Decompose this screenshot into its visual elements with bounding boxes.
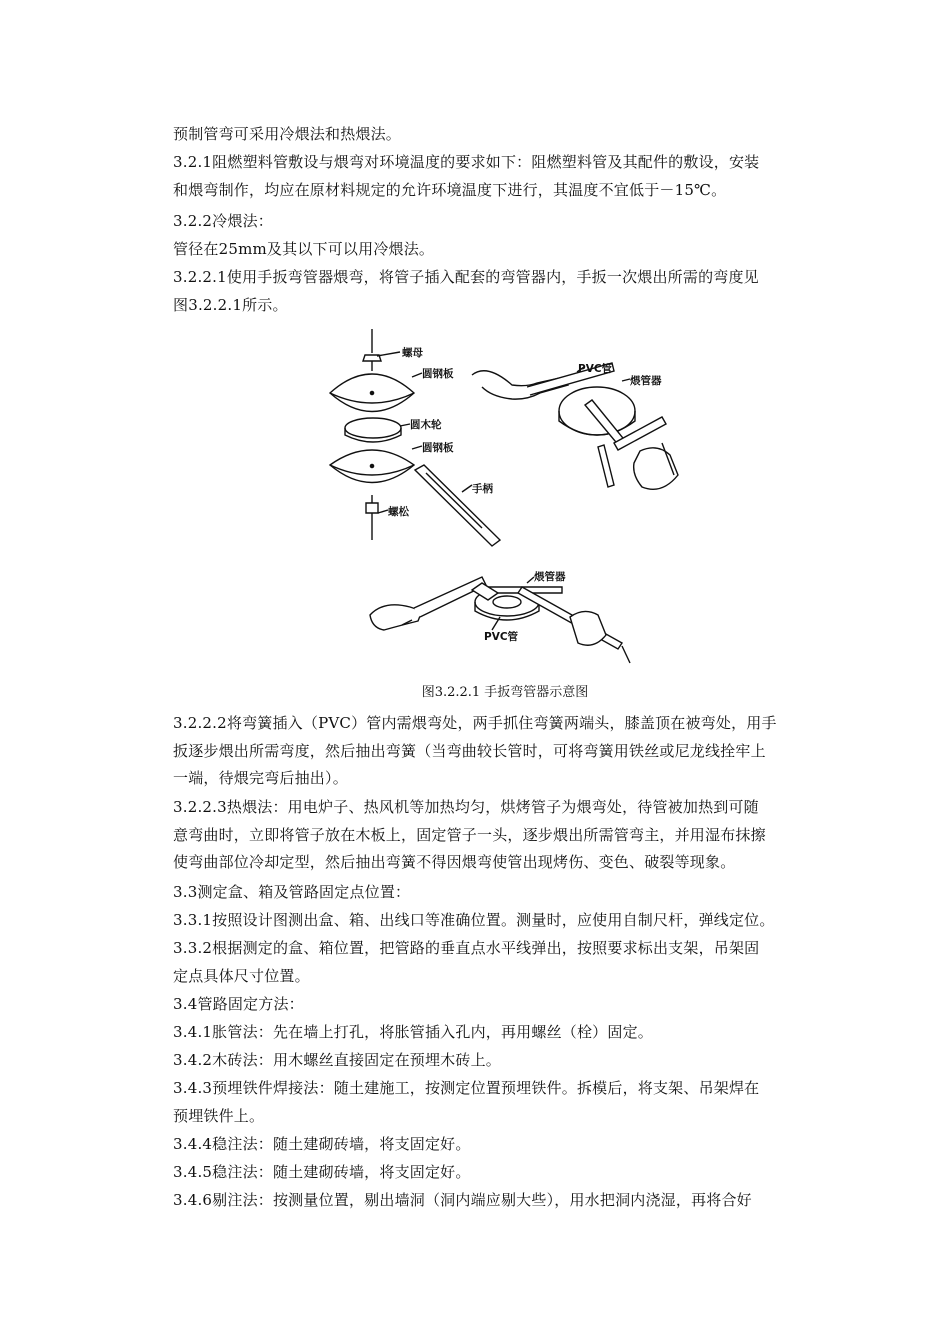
label-handle: 手柄 xyxy=(472,483,493,495)
paragraph-3-2-2-1 xyxy=(173,264,837,319)
hand-right-bottom xyxy=(570,611,606,645)
paragraph-3-4-2 xyxy=(173,1047,837,1075)
text-line: 使弯曲部位冷却定型，然后抽出弯簧不得因煨弯使管出现烤伤、变色、破裂等现象。 xyxy=(173,853,736,871)
hand-left-bottom xyxy=(370,605,422,630)
text-line: 一端，待煨完弯后抽出）。 xyxy=(173,769,348,787)
bolt-head xyxy=(366,503,378,513)
label-wood-wheel: 圆木轮 xyxy=(410,419,442,431)
label-bolt: 螺松 xyxy=(388,506,409,518)
wood-wheel xyxy=(345,418,401,438)
text-line: 3.4.4稳注法：随土建砌砖墙，将支固定好。 xyxy=(173,1135,471,1153)
paragraph-3-4-3 xyxy=(173,1075,837,1130)
label-steel-plate-top: 圆钢板 xyxy=(422,368,454,380)
text-line: 3.3.1按照设计图测出盒、箱、出线口等准确位置。测量时，应使用自制尺杆，弹线定位。 xyxy=(173,911,775,929)
text-line: 管径在25mm及其以下可以用冷煨法。 xyxy=(173,240,435,258)
label-bender-bottom: 煨管器 xyxy=(534,571,566,583)
text-line: 定点具体尺寸位置。 xyxy=(173,966,310,985)
text-line: 3.2.1阻燃塑料管敷设与煨弯对环境温度的要求如下：阻燃塑料管及其配件的敷设，安装 xyxy=(173,153,760,171)
handle-shape xyxy=(415,465,500,546)
text-line: 3.2.2.1使用手扳弯管器煨弯，将管子插入配套的弯管器内，手扳一次煨出所需的弯度见 xyxy=(173,268,759,286)
label-bender-top: 煨管器 xyxy=(630,375,662,387)
paragraph-3-2-2-2 xyxy=(173,710,837,793)
text-line: 3.3测定盒、箱及管路固定点位置： xyxy=(173,883,411,901)
paragraph-3-4-6 xyxy=(173,1187,837,1215)
text-line: 3.4.1胀管法：先在墙上打孔，将胀管插入孔内，再用螺丝（栓）固定。 xyxy=(173,1023,653,1041)
text-line: 3.2.2冷煨法： xyxy=(173,212,273,230)
label-pvc-pipe-bottom: PVC管 xyxy=(484,631,519,643)
paragraph-pipe-diameter xyxy=(173,236,837,264)
paragraph-3-4 xyxy=(173,991,837,1019)
text-line: 扳逐步煨出所需弯度，然后抽出弯簧（当弯曲较长管时，可将弯簧用铁丝或尼龙线拴牢上 xyxy=(173,741,766,760)
paragraph-3-4-4 xyxy=(173,1131,837,1159)
text-line: 3.4.3预埋铁件焊接法：随土建施工，按测定位置预埋铁件。拆模后，将支架、吊架焊在 xyxy=(173,1079,760,1097)
figure-caption: 图3.2.2.1 手扳弯管器示意图 xyxy=(421,685,589,700)
label-pvc-pipe-top: PVC管 xyxy=(578,363,613,375)
text-line: 预制管弯可采用冷煨法和热煨法。 xyxy=(173,125,402,143)
paragraph-3-3-1 xyxy=(173,907,837,935)
text-line: 和煨弯制作，均应在原材料规定的允许环境温度下进行，其温度不宜低于－15℃。 xyxy=(173,180,727,199)
text-line: 图3.2.2.1所示。 xyxy=(173,295,288,314)
paragraph-3-3 xyxy=(173,879,837,907)
text-line: 3.4.6剔注法：按测量位置，剔出墙洞（洞内端应剔大些），用水把洞内浇湿，再将合好 xyxy=(173,1191,752,1209)
paragraph-3-2-2 xyxy=(173,208,837,236)
paragraph-3-2-1 xyxy=(173,149,837,204)
text-line: 3.4管路固定方法： xyxy=(173,995,304,1013)
paragraph-intro xyxy=(173,121,837,149)
text-line: 意弯曲时，立即将管子放在木板上，固定管子一头，逐步煨出所需管弯主，并用湿布抹擦 xyxy=(173,825,766,844)
text-line: 3.2.2.2将弯簧插入（PVC）管内需煨弯处，两手抓住弯簧两端头，膝盖顶在被弯处，用手 xyxy=(173,714,777,732)
paragraph-3-2-2-3 xyxy=(173,794,837,877)
label-nut: 螺母 xyxy=(402,347,423,359)
text-line: 预埋铁件上。 xyxy=(173,1106,265,1125)
hand-pipe-bender-figure xyxy=(322,325,690,675)
paragraph-3-3-2 xyxy=(173,935,837,990)
paragraph-3-4-1 xyxy=(173,1019,837,1047)
paragraph-3-4-5 xyxy=(173,1159,837,1187)
text-line: 3.4.5稳注法：随土建砌砖墙，将支固定好。 xyxy=(173,1163,471,1181)
text-line: 3.4.2木砖法：用木螺丝直接固定在预埋木砖上。 xyxy=(173,1051,501,1069)
label-steel-plate-bottom: 圆钢板 xyxy=(422,442,454,454)
text-line: 3.2.2.3热煨法：用电炉子、热风机等加热均匀，烘烤管子为煨弯处，待管被加热到可随 xyxy=(173,798,759,816)
text-line: 3.3.2根据测定的盒、箱位置，把管路的垂直点水平线弹出，按照要求标出支架，吊架固 xyxy=(173,939,760,957)
